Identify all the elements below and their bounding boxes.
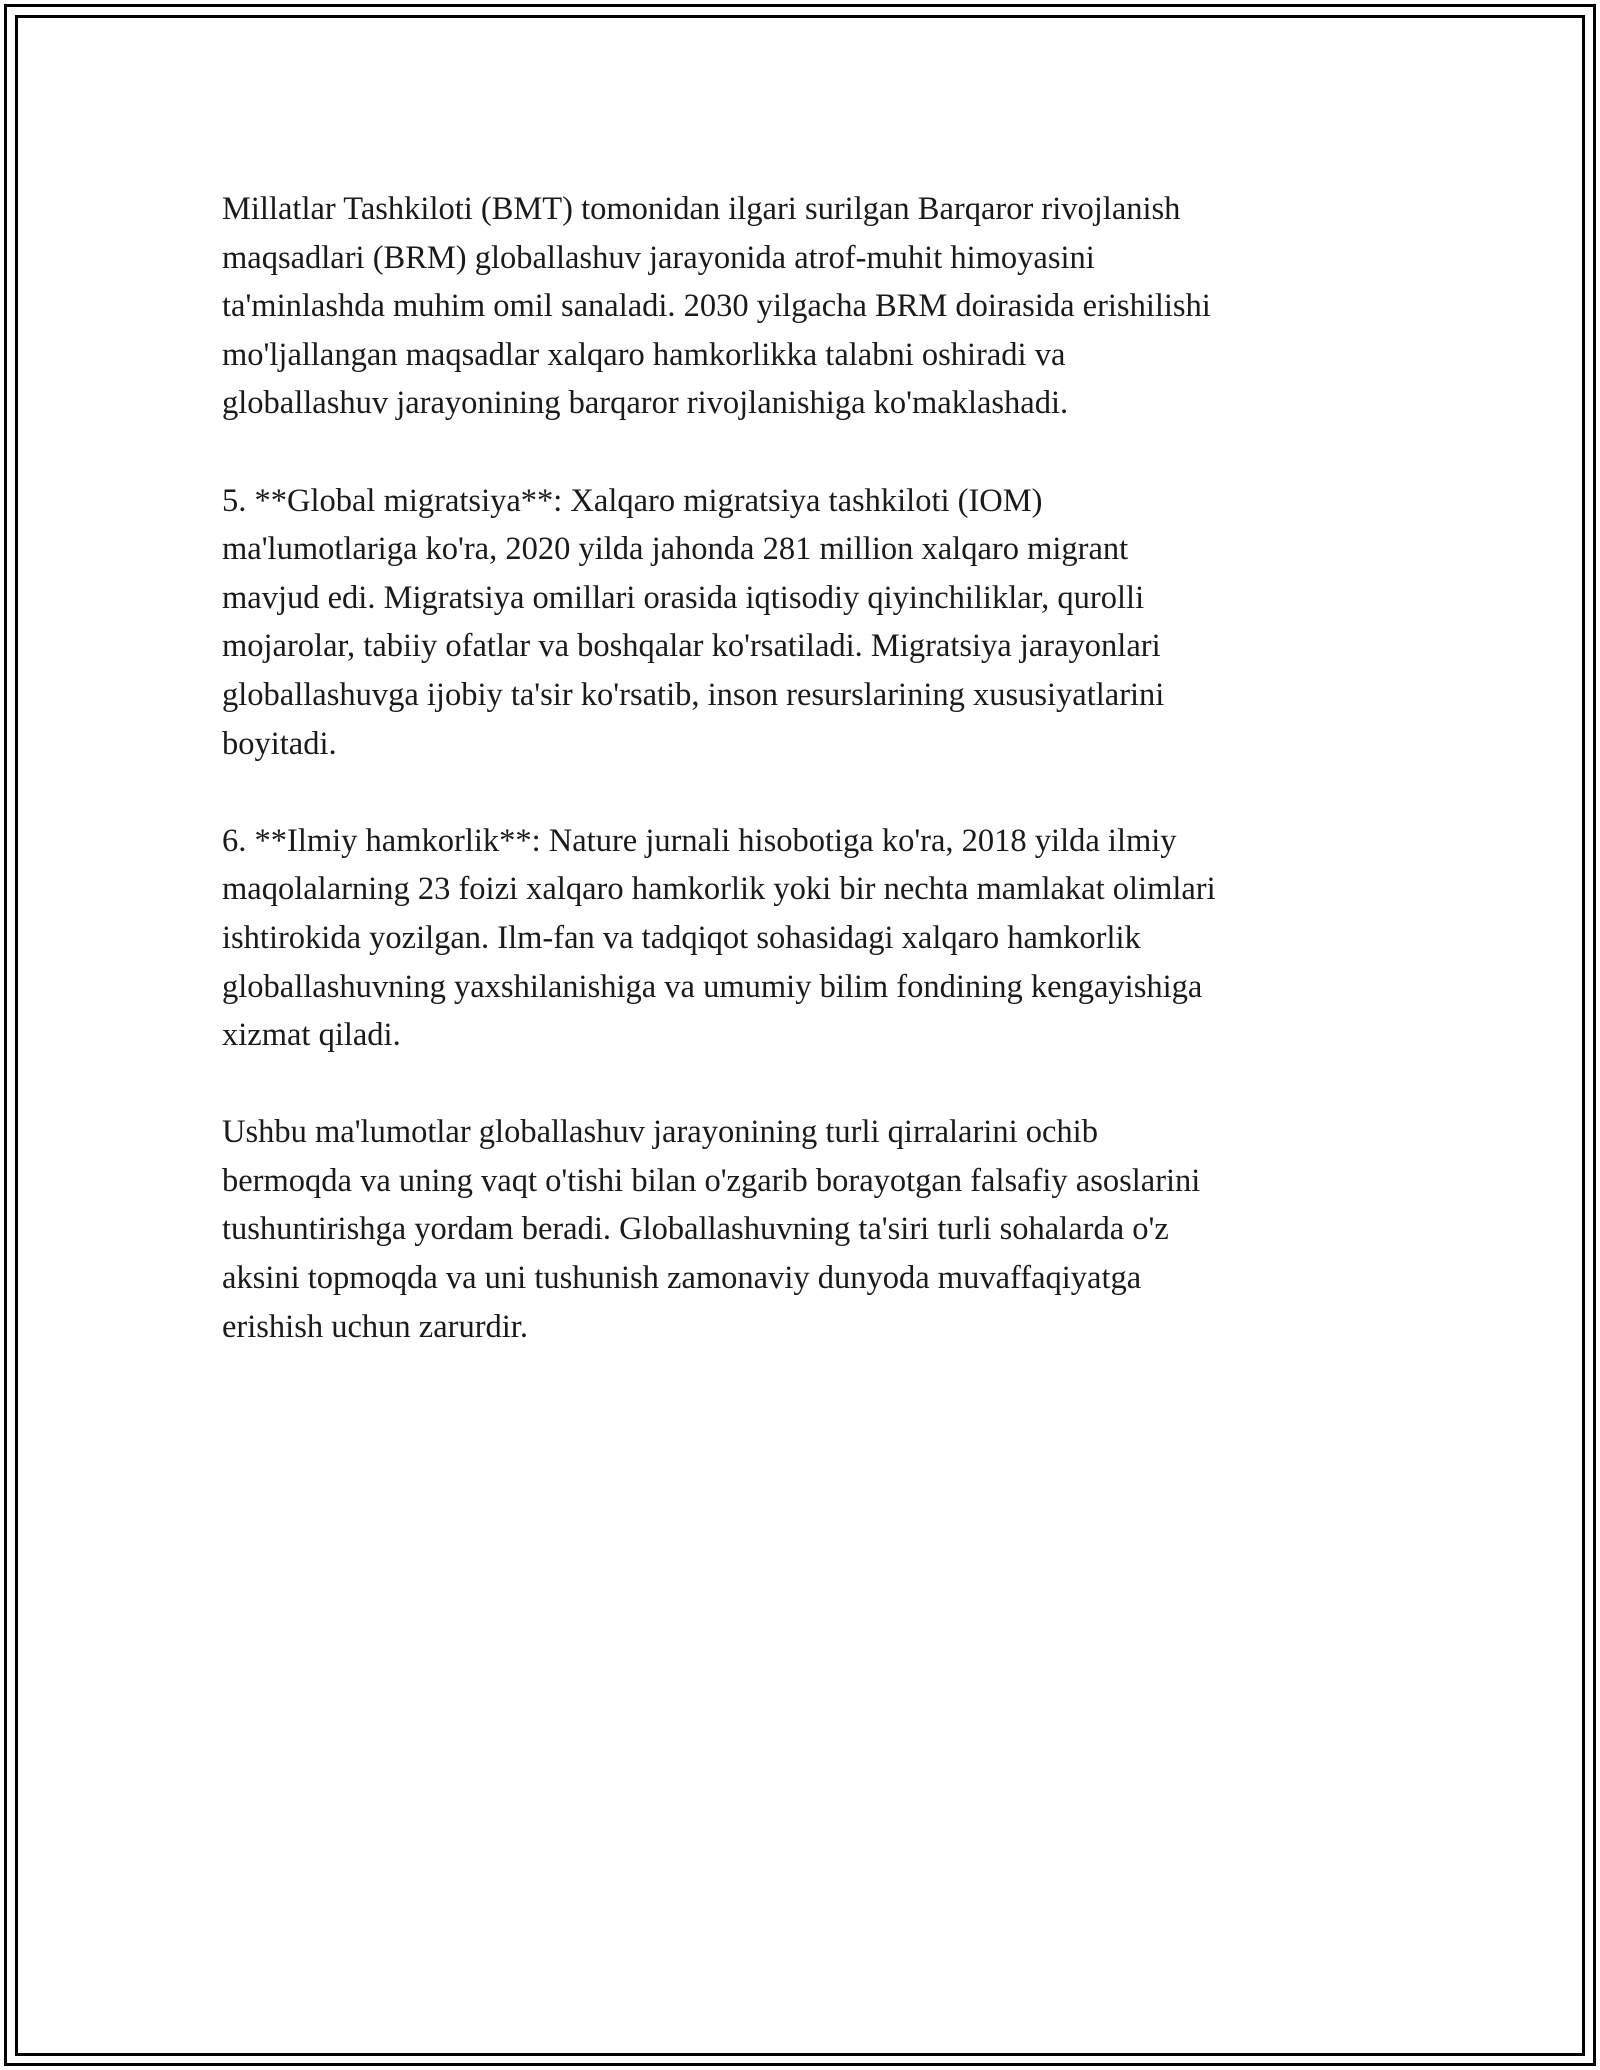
text-line: erishish uchun zarurdir. <box>222 1308 528 1345</box>
paragraph-sdg <box>222 185 1382 428</box>
text-line: xizmat qiladi. <box>222 1017 401 1054</box>
text-line: maqolalarning 23 foizi xalqaro hamkorlik yoki bir nechta mamlakat olimlari <box>222 871 1216 908</box>
text-line: globallashuvning yaxshilanishiga va umumiy bilim fondining kengayishiga <box>222 968 1203 1005</box>
text-line: ishtirokida yozilgan. Ilm-fan va tadqiqot sohasidagi xalqaro hamkorlik <box>222 919 1141 956</box>
text-line: ma'lumotlariga ko'ra, 2020 yilda jahonda 281 million xalqaro migrant <box>222 531 1129 568</box>
document-body <box>222 185 1382 1400</box>
paragraph-conclusion <box>222 1108 1382 1351</box>
text-line: aksini topmoqda va uni tushunish zamonaviy dunyoda muvaffaqiyatga <box>222 1260 1142 1297</box>
text-line: maqsadlari (BRM) globallashuv jarayonida atrof-muhit himoyasini <box>222 239 1095 276</box>
text-line: boyitadi. <box>222 725 337 762</box>
paragraph-global-migration <box>222 477 1382 769</box>
text-line: globallashuv jarayonining barqaror rivojlanishiga ko'maklashadi. <box>222 385 1069 422</box>
text-line: bermoqda va uning vaqt o'tishi bilan o'zgarib borayotgan falsafiy asoslarini <box>222 1162 1201 1199</box>
text-line: ta'minlashda muhim omil sanaladi. 2030 yilgacha BRM doirasida erishilishi <box>222 288 1211 325</box>
text-line: mojarolar, tabiiy ofatlar va boshqalar ko'rsatiladi. Migratsiya jarayonlari <box>222 628 1161 665</box>
text-line: mavjud edi. Migratsiya omillari orasida iqtisodiy qiyinchiliklar, qurolli <box>222 579 1145 616</box>
text-line: 6. **Ilmiy hamkorlik**: Nature jurnali hisobotiga ko'ra, 2018 yilda ilmiy <box>222 822 1177 859</box>
paragraph-scientific-cooperation <box>222 817 1382 1060</box>
text-line: Ushbu ma'lumotlar globallashuv jarayonining turli qirralarini ochib <box>222 1114 1098 1151</box>
text-line: tushuntirishga yordam beradi. Globallashuvning ta'siri turli sohalarda o'z <box>222 1211 1169 1248</box>
text-line: Millatlar Tashkiloti (BMT) tomonidan ilgari surilgan Barqaror rivojlanish <box>222 191 1181 227</box>
text-line: globallashuvga ijobiy ta'sir ko'rsatib, inson resurslarining xususiyatlarini <box>222 676 1165 713</box>
text-line: mo'ljallangan maqsadlar xalqaro hamkorlikka talabni oshiradi va <box>222 336 1066 373</box>
text-line: 5. **Global migratsiya**: Xalqaro migratsiya tashkiloti (IOM) <box>222 482 1043 519</box>
